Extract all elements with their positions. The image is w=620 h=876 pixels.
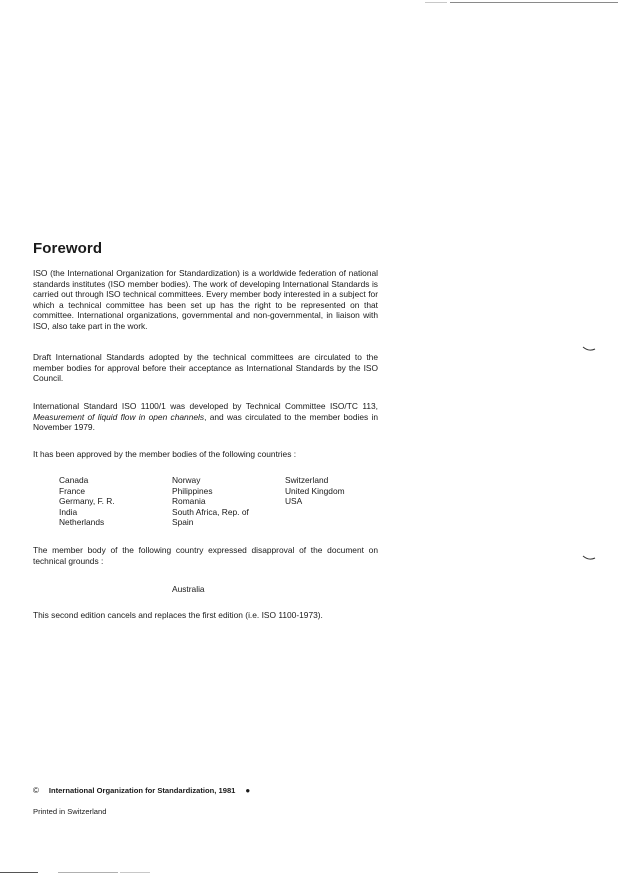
paragraph-development bbox=[33, 401, 378, 433]
country-item: India bbox=[59, 506, 78, 517]
country-item: Philippines bbox=[172, 485, 213, 496]
country-item: Spain bbox=[172, 517, 194, 528]
country-item: Germany, F. R. bbox=[59, 496, 115, 507]
paragraph-draft-standards: Draft International Standards adopted by the technical committees are circulated to the member bodies for approval before their acceptance as International Standards by the ISO Council. bbox=[33, 352, 378, 384]
development-text-suffix: , and was circulated to the member bodies in November 1979. bbox=[33, 411, 378, 433]
paragraph-disapproval: The member body of the following country expressed disapproval of the document on technical grounds : bbox=[33, 545, 378, 566]
scan-artifact-bottom bbox=[0, 872, 38, 873]
paragraph-iso-intro: ISO (the International Organization for Standardization) is a worldwide federation of national standards institutes (ISO member bodies). The work of developing International Standards is carried out through ISO technical committees. Every member body interested in a subject for which a technical committee has been set up has the right to be represented on that committee. International organizations, governmental and non-governmental, in liaison with ISO, also take part in the work. bbox=[33, 268, 378, 331]
countries-column-2 bbox=[172, 475, 282, 528]
bullet-icon: ● bbox=[245, 786, 251, 795]
country-item: United Kingdom bbox=[285, 485, 345, 496]
countries-column-1 bbox=[59, 475, 169, 528]
scan-artifact-bottom bbox=[58, 872, 118, 873]
copyright-line bbox=[33, 786, 250, 795]
country-item: Switzerland bbox=[285, 475, 329, 485]
copyright-text: International Organization for Standardization, 1981 bbox=[48, 786, 236, 795]
country-item: USA bbox=[285, 496, 303, 507]
scan-artifact-bottom bbox=[120, 872, 150, 873]
scan-artifact-top bbox=[425, 2, 447, 3]
margin-mark bbox=[582, 554, 596, 562]
copyright-icon: © bbox=[33, 786, 39, 795]
country-item: France bbox=[59, 485, 86, 496]
development-text-prefix: International Standard ISO 1100/1 was developed by Technical Committee ISO/TC 113, bbox=[33, 401, 378, 411]
scan-artifact-top-rule bbox=[450, 2, 618, 3]
margin-mark bbox=[582, 345, 596, 353]
country-item: Netherlands bbox=[59, 517, 105, 528]
country-item: South Africa, Rep. of bbox=[172, 506, 249, 517]
page-title: Foreword bbox=[33, 240, 103, 257]
printed-in-note: Printed in Switzerland bbox=[33, 807, 107, 816]
country-item: Canada bbox=[59, 475, 89, 485]
country-item: Norway bbox=[172, 475, 201, 485]
disapproving-country: Australia bbox=[172, 584, 205, 594]
committee-title: Measurement of liquid flow in open channels bbox=[33, 411, 205, 422]
paragraph-edition-note: This second edition cancels and replaces the first edition (i.e. ISO 1100-1973). bbox=[33, 610, 323, 620]
country-item: Romania bbox=[172, 496, 206, 507]
paragraph-approval: It has been approved by the member bodies of the following countries : bbox=[33, 449, 297, 459]
countries-column-3 bbox=[285, 475, 395, 507]
